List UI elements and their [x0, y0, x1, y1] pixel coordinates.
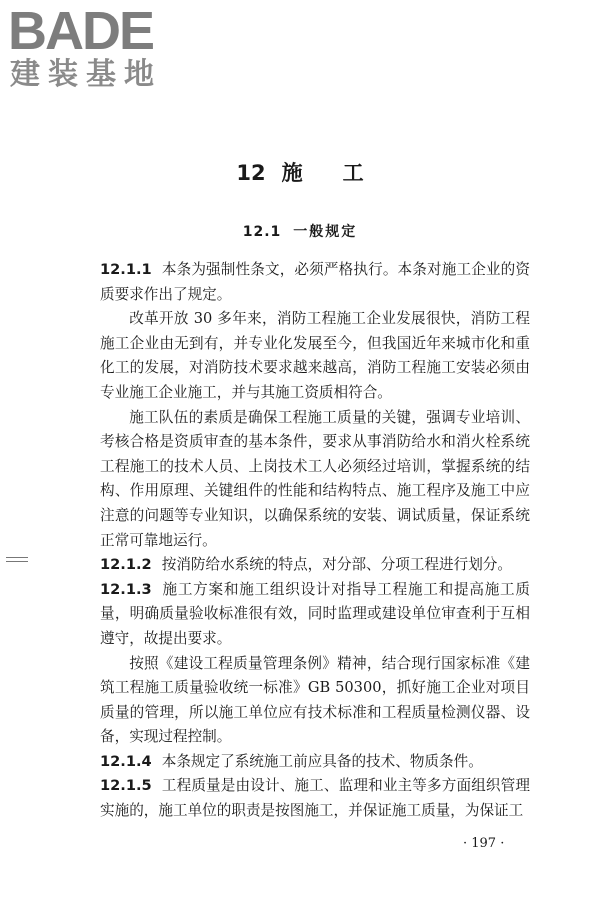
clause-number: 12.1.4: [100, 752, 152, 770]
page-number: · 197 ·: [463, 836, 505, 851]
logo-subtitle: 建装基地: [10, 57, 162, 92]
paragraph: [100, 652, 530, 750]
body-text: [100, 258, 530, 824]
margin-mark: [6, 561, 28, 562]
clause-number: 12.1.1: [100, 261, 152, 278]
chapter-title-part2: 工: [342, 161, 364, 185]
chapter-number: 12: [236, 161, 266, 185]
paragraph-text: 施工方案和施工组织设计对指导工程施工和提高施工质量，明确质量验收标准很有效，同时监理或建设单位审查利于互相遵守，故提出要求。: [100, 580, 530, 647]
clause-number: 12.1.5: [100, 777, 152, 795]
paragraph-text: 按照《建设工程质量管理条例》精神，结合现行国家标准《建筑工程施工质量验收统一标准》GB 50300，抓好施工企业对项目质量的管理，所以施工单位应有技术标准和工程质量检测仪器、设备，实现过程控制。: [100, 654, 530, 746]
paragraph: [100, 578, 530, 652]
section-number: 12.1: [242, 224, 282, 240]
section-title: [0, 222, 600, 242]
logo-wordmark: BADE: [8, 1, 154, 61]
paragraph: [100, 553, 530, 578]
section-heading: 一般规定: [293, 224, 358, 240]
clause-number: 12.1.3: [100, 580, 152, 598]
paragraph-text: 工程质量是由设计、施工、监理和业主等多方面组织管理实施的，施工单位的职责是按图施工，并保证施工质量，为保证工: [100, 777, 530, 820]
clause-number: 12.1.2: [100, 556, 152, 574]
paragraph-text: 按消防给水系统的特点，对分部、分项工程进行划分。: [161, 556, 512, 574]
chapter-title: [0, 160, 600, 186]
chapter-title-part1: 施: [281, 161, 303, 185]
margin-mark: [6, 557, 28, 558]
paragraph: [100, 258, 530, 307]
paragraph-text: 改革开放 30 多年来，消防工程施工企业发展很快，消防工程施工企业由无到有，并专业化发展至今，但我国近年来城市化和重化工的发展，对消防技术要求越来越高，消防工程施工安装必须由专业施工企业施工，并与其施工资质相符合。: [100, 310, 530, 401]
paragraph: [100, 406, 530, 554]
bade-logo: [8, 2, 178, 94]
paragraph-text: 本条为强制性条文，必须严格执行。本条对施工企业的资质要求作出了规定。: [100, 261, 530, 303]
paragraph: [100, 774, 530, 823]
paragraph: [100, 750, 530, 775]
paragraph: [100, 307, 530, 405]
paragraph-text: 本条规定了系统施工前应具备的技术、物质条件。: [161, 752, 483, 770]
paragraph-text: 施工队伍的素质是确保工程施工质量的关键，强调专业培训、考核合格是资质审查的基本条件，要求从事消防给水和消火栓系统工程施工的技术人员、上岗技术工人必须经过培训，掌握系统的结构、作用原理、关键组件的性能和结构特点、施工程序及施工中应注意的问题等专业知识，以确保系统的安装、调试质量，保证系统正常可靠地运行。: [100, 408, 530, 549]
